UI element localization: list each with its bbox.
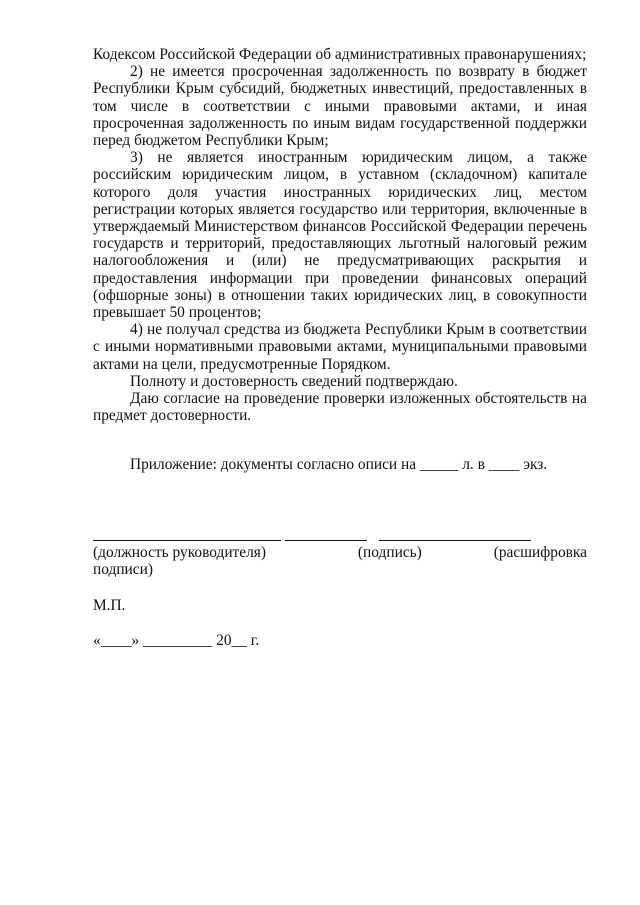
decoding-line — [379, 540, 531, 541]
caption-decoding: (расшифровка — [493, 544, 587, 561]
document-body — [93, 46, 587, 424]
date-line: «____» _________ 20__ г. — [93, 632, 260, 649]
signature-captions — [93, 544, 587, 579]
position-line — [93, 540, 281, 541]
stamp-place: М.П. — [93, 597, 126, 614]
paragraph-consent: Даю согласие на проведение проверки изложенных обстоятельств на предмет достоверности. — [93, 390, 587, 425]
caption-signature: (подпись) — [357, 544, 422, 561]
paragraph-confirmation: Полноту и достоверность сведений подтверждаю. — [130, 372, 458, 390]
paragraph-item-3: 3) не является иностранным юридическим лицом, а также российским юридическим лицом, в уставном (складочном) капитале которого доля участия иностранных юридических лиц, местом регистрации которых является государство или территория, включенные в утверждаемый Министерством финансов Российской Федерации перечень государств и территорий, предоставляющих льготный налоговый режим налогообложения и (или) не предусматривающих раскрытия и предоставления информации при проведении финансовых операций (офшорные зоны) в отношении таких юридических лиц, в совокупности превышает 50 процентов; — [93, 149, 587, 322]
paragraph-item-4: 4) не получал средства из бюджета Республики Крым в соответствии с иными нормативными правовыми актами, муниципальными правовыми актами на цели, предусмотренные Порядком. — [93, 321, 587, 373]
paragraph-continuation: Кодексом Российской Федерации об административных правонарушениях; — [93, 46, 587, 63]
attachment-line: Приложение: документы согласно описи на _____ л. в ____ экз. — [130, 456, 548, 473]
caption-position: (должность руководителя) — [93, 544, 267, 561]
signature-lines — [93, 540, 587, 542]
signature-line — [285, 540, 367, 541]
paragraph-item-2: 2) не имеется просроченная задолженность по возврату в бюджет Республики Крым субсидий, бюджетных инвестиций, предоставленных в том числе в соответствии с иными правовыми актами, и иная просроченная задолженность по иным видам государственной поддержки перед бюджетом Республики Крым; — [93, 63, 587, 150]
caption-decoding-cont: подписи) — [93, 561, 153, 579]
